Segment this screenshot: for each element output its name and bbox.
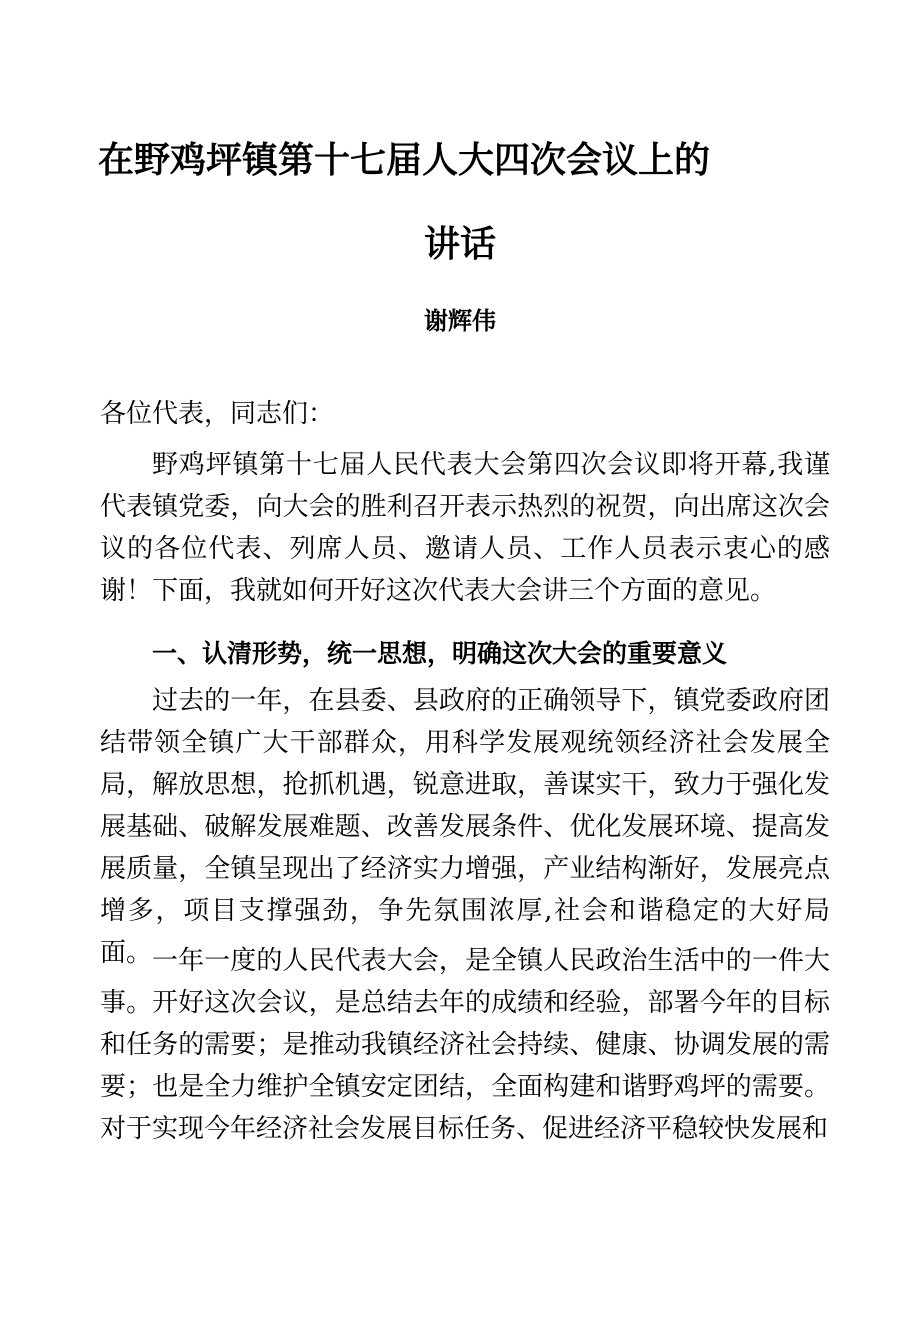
document-title-line2: 讲话: [423, 224, 496, 265]
author-name: 谢辉伟: [424, 307, 496, 335]
paragraph-opening: 野鸡坪镇第十七届人民代表大会第四次会议即将开幕,我谨代表镇党委，向大会的胜利召开表示热烈的祝贺，向出席这次会议的各位代表、列席人员、邀请人员、工作人员表示衷心的感谢！下面，我就如何开好这次代表大会讲三个方面的意见。: [100, 450, 830, 606]
section-heading-1: 一、认清形势，统一思想，明确这次大会的重要意义: [152, 639, 728, 668]
paragraph-congress-significance: 一年一度的人民代表大会，是全镇人民政治生活中的一件大事。开好这次会议，是总结去年的成绩和经验，部署今年的目标和任务的需要；是推动我镇经济社会持续、健康、协调发展的需要；也是全力维护全镇安定团结，全面构建和谐野鸡坪的需要。对于实现今年经济社会发展目标任务、促进经济平稳较快发展和: [100, 946, 830, 1144]
paragraph-past-year: 过去的一年，在县委、县政府的正确领导下，镇党委政府团结带领全镇广大干部群众，用科学发展观统领经济社会发展全局，解放思想，抢抓机遇，锐意进取，善谋实干，致力于强化发展基础、破解发展难题、改善发展条件、优化发展环境、提高发展质量，全镇呈现出了经济实力增强，产业结构渐好，发展亮点增多，项目支撑强劲，争先氛围浓厚,社会和谐稳定的大好局面。: [100, 686, 830, 968]
salutation: 各位代表，同志们：: [100, 399, 335, 429]
document-title-line1: 在野鸡坪镇第十七届人大四次会议上的: [98, 140, 711, 181]
